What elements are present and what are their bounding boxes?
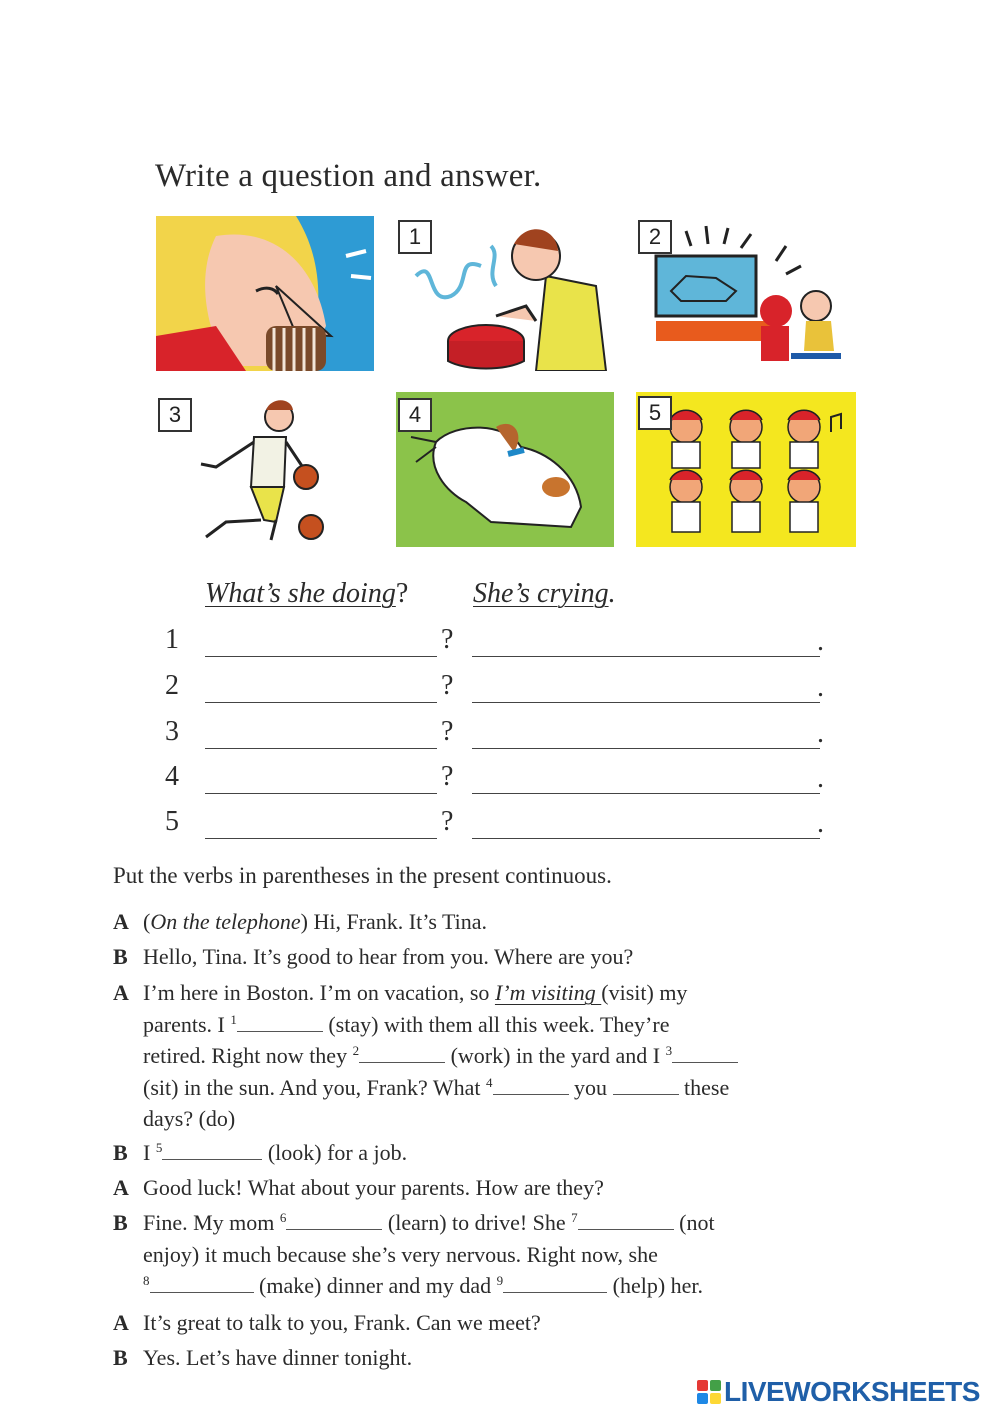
example-answer-visiting: I’m visiting <box>494 980 602 1005</box>
line-text: Yes. Let’s have dinner tonight. <box>143 1345 413 1370</box>
line-text: I <box>143 1140 156 1165</box>
exercise2-instruction: Put the verbs in parentheses in the present continuous. <box>113 863 612 888</box>
stage-direction: On the telephone <box>150 909 301 934</box>
line-text: Hello, Tina. It’s good to hear from you. Where are you? <box>143 944 634 969</box>
speaker: A <box>113 909 129 934</box>
blank-7[interactable] <box>578 1211 674 1230</box>
question-blank-2[interactable] <box>205 702 437 703</box>
blank-4a[interactable] <box>493 1076 569 1095</box>
line-text: enjoy) it much because she’s very nervous. Right now, she <box>143 1241 658 1267</box>
exercise-title: Write a question and answer. <box>155 158 542 194</box>
dialogue-line-b2 <box>113 1137 883 1169</box>
example-question <box>205 578 408 610</box>
dialogue-line-a2 <box>113 977 883 1135</box>
basketball-player-picture <box>156 392 374 547</box>
blank-3[interactable] <box>672 1044 738 1063</box>
liveworksheets-logo-icon <box>697 1380 721 1404</box>
dialogue-line-b4 <box>113 1342 883 1374</box>
man-cooking-picture <box>396 216 614 371</box>
line-text: (sit) in the sun. And you, Frank? What <box>143 1074 486 1100</box>
picture-number-3: 3 <box>158 398 192 432</box>
picture-number-1: 1 <box>398 220 432 254</box>
children-singing-picture <box>636 392 856 547</box>
blank-1[interactable] <box>237 1013 323 1032</box>
example-answer-text: She’s crying <box>473 578 609 609</box>
answer-blank-5[interactable] <box>472 838 820 839</box>
answer-blank-3[interactable] <box>472 748 820 749</box>
question-mark: ? <box>441 670 454 701</box>
dog-barking-picture <box>396 392 614 547</box>
speaker: A <box>113 1310 129 1335</box>
blank-number: 2 <box>352 1043 360 1058</box>
picture-number-2: 2 <box>638 220 672 254</box>
blank-number: 6 <box>279 1210 287 1225</box>
question-blank-1[interactable] <box>205 656 437 657</box>
line-text: these <box>678 1074 730 1100</box>
question-blank-4[interactable] <box>205 793 437 794</box>
line-text: ) Hi, Frank. It’s Tina. <box>300 909 488 934</box>
line-text: you <box>568 1074 613 1100</box>
question-row-5 <box>165 806 845 846</box>
text-open-paren: ( <box>143 909 151 934</box>
dialogue-line-a1 <box>113 906 883 938</box>
line-text: (look) for a job. <box>262 1140 408 1165</box>
question-mark: ? <box>441 806 454 837</box>
question-row-1 <box>165 624 845 664</box>
row-number: 5 <box>165 806 179 837</box>
blank-number: 3 <box>665 1043 673 1058</box>
example-answer-end: . <box>608 578 616 609</box>
dialogue-line-b3 <box>113 1207 883 1302</box>
blank-2[interactable] <box>359 1044 445 1063</box>
line-text: (visit) my <box>601 980 688 1005</box>
row-number: 2 <box>165 670 179 701</box>
period: . <box>817 718 824 749</box>
blank-number: 7 <box>571 1210 578 1225</box>
answer-blank-4[interactable] <box>472 793 820 794</box>
speaker: B <box>113 944 128 969</box>
liveworksheets-logo-text: LIVEWORKSHEETS <box>724 1376 980 1407</box>
question-row-4 <box>165 761 845 801</box>
blank-number: 5 <box>155 1140 163 1155</box>
blank-number: 8 <box>143 1273 150 1288</box>
picture-number-4: 4 <box>398 398 432 432</box>
example-question-text: What’s she doing <box>205 578 396 609</box>
example-question-mark: ? <box>395 578 409 609</box>
line-text: Good luck! What about your parents. How are they? <box>143 1175 604 1200</box>
example-answer <box>473 578 616 610</box>
speaker: B <box>113 1210 128 1235</box>
blank-6[interactable] <box>286 1211 382 1230</box>
speaker: A <box>113 980 129 1005</box>
dialogue-line-a3 <box>113 1172 883 1204</box>
question-row-3 <box>165 716 845 756</box>
row-number: 4 <box>165 761 179 792</box>
row-number: 3 <box>165 716 179 747</box>
line-text: days? (do) <box>143 1106 236 1131</box>
period: . <box>817 672 824 703</box>
question-row-2 <box>165 670 845 710</box>
blank-number: 4 <box>486 1074 493 1090</box>
speaker: B <box>113 1345 128 1370</box>
line-text: parents. I <box>143 1011 231 1037</box>
question-blank-3[interactable] <box>205 748 437 749</box>
question-mark: ? <box>441 624 454 655</box>
question-mark: ? <box>441 761 454 792</box>
blank-8[interactable] <box>150 1274 254 1293</box>
line-text: It’s great to talk to you, Frank. Can we meet? <box>143 1310 541 1335</box>
picture-number-5: 5 <box>638 396 672 430</box>
children-watching-tv-picture <box>636 216 856 371</box>
line-text: retired. Right now they <box>143 1043 353 1068</box>
liveworksheets-logo[interactable] <box>697 1378 980 1406</box>
line-text: (help) her. <box>607 1273 704 1298</box>
period: . <box>817 763 824 794</box>
period: . <box>817 626 824 657</box>
woman-crying-picture <box>156 216 374 371</box>
line-text: (stay) with them all this week. They’re <box>322 1011 670 1037</box>
dialogue-line-a4 <box>113 1307 883 1339</box>
blank-4b[interactable] <box>613 1076 679 1095</box>
period: . <box>817 808 824 839</box>
line-text: Fine. My mom <box>143 1210 280 1235</box>
row-number: 1 <box>165 624 179 655</box>
line-text: I’m here in Boston. I’m on vacation, so <box>143 980 495 1005</box>
speaker: A <box>113 1175 129 1200</box>
dialogue-line-b1 <box>113 941 883 973</box>
line-text: (learn) to drive! She <box>382 1210 572 1235</box>
line-text: (make) dinner and my dad <box>253 1273 497 1298</box>
question-mark: ? <box>441 716 454 747</box>
speaker: B <box>113 1140 128 1165</box>
line-text: (not <box>673 1210 715 1235</box>
blank-9[interactable] <box>503 1274 607 1293</box>
line-text: (work) in the yard and I <box>445 1043 666 1068</box>
answer-blank-1[interactable] <box>472 656 820 657</box>
question-blank-5[interactable] <box>205 838 437 839</box>
blank-number: 9 <box>496 1273 504 1288</box>
blank-number: 1 <box>230 1011 237 1027</box>
blank-5[interactable] <box>162 1141 262 1160</box>
answer-blank-2[interactable] <box>472 702 820 703</box>
